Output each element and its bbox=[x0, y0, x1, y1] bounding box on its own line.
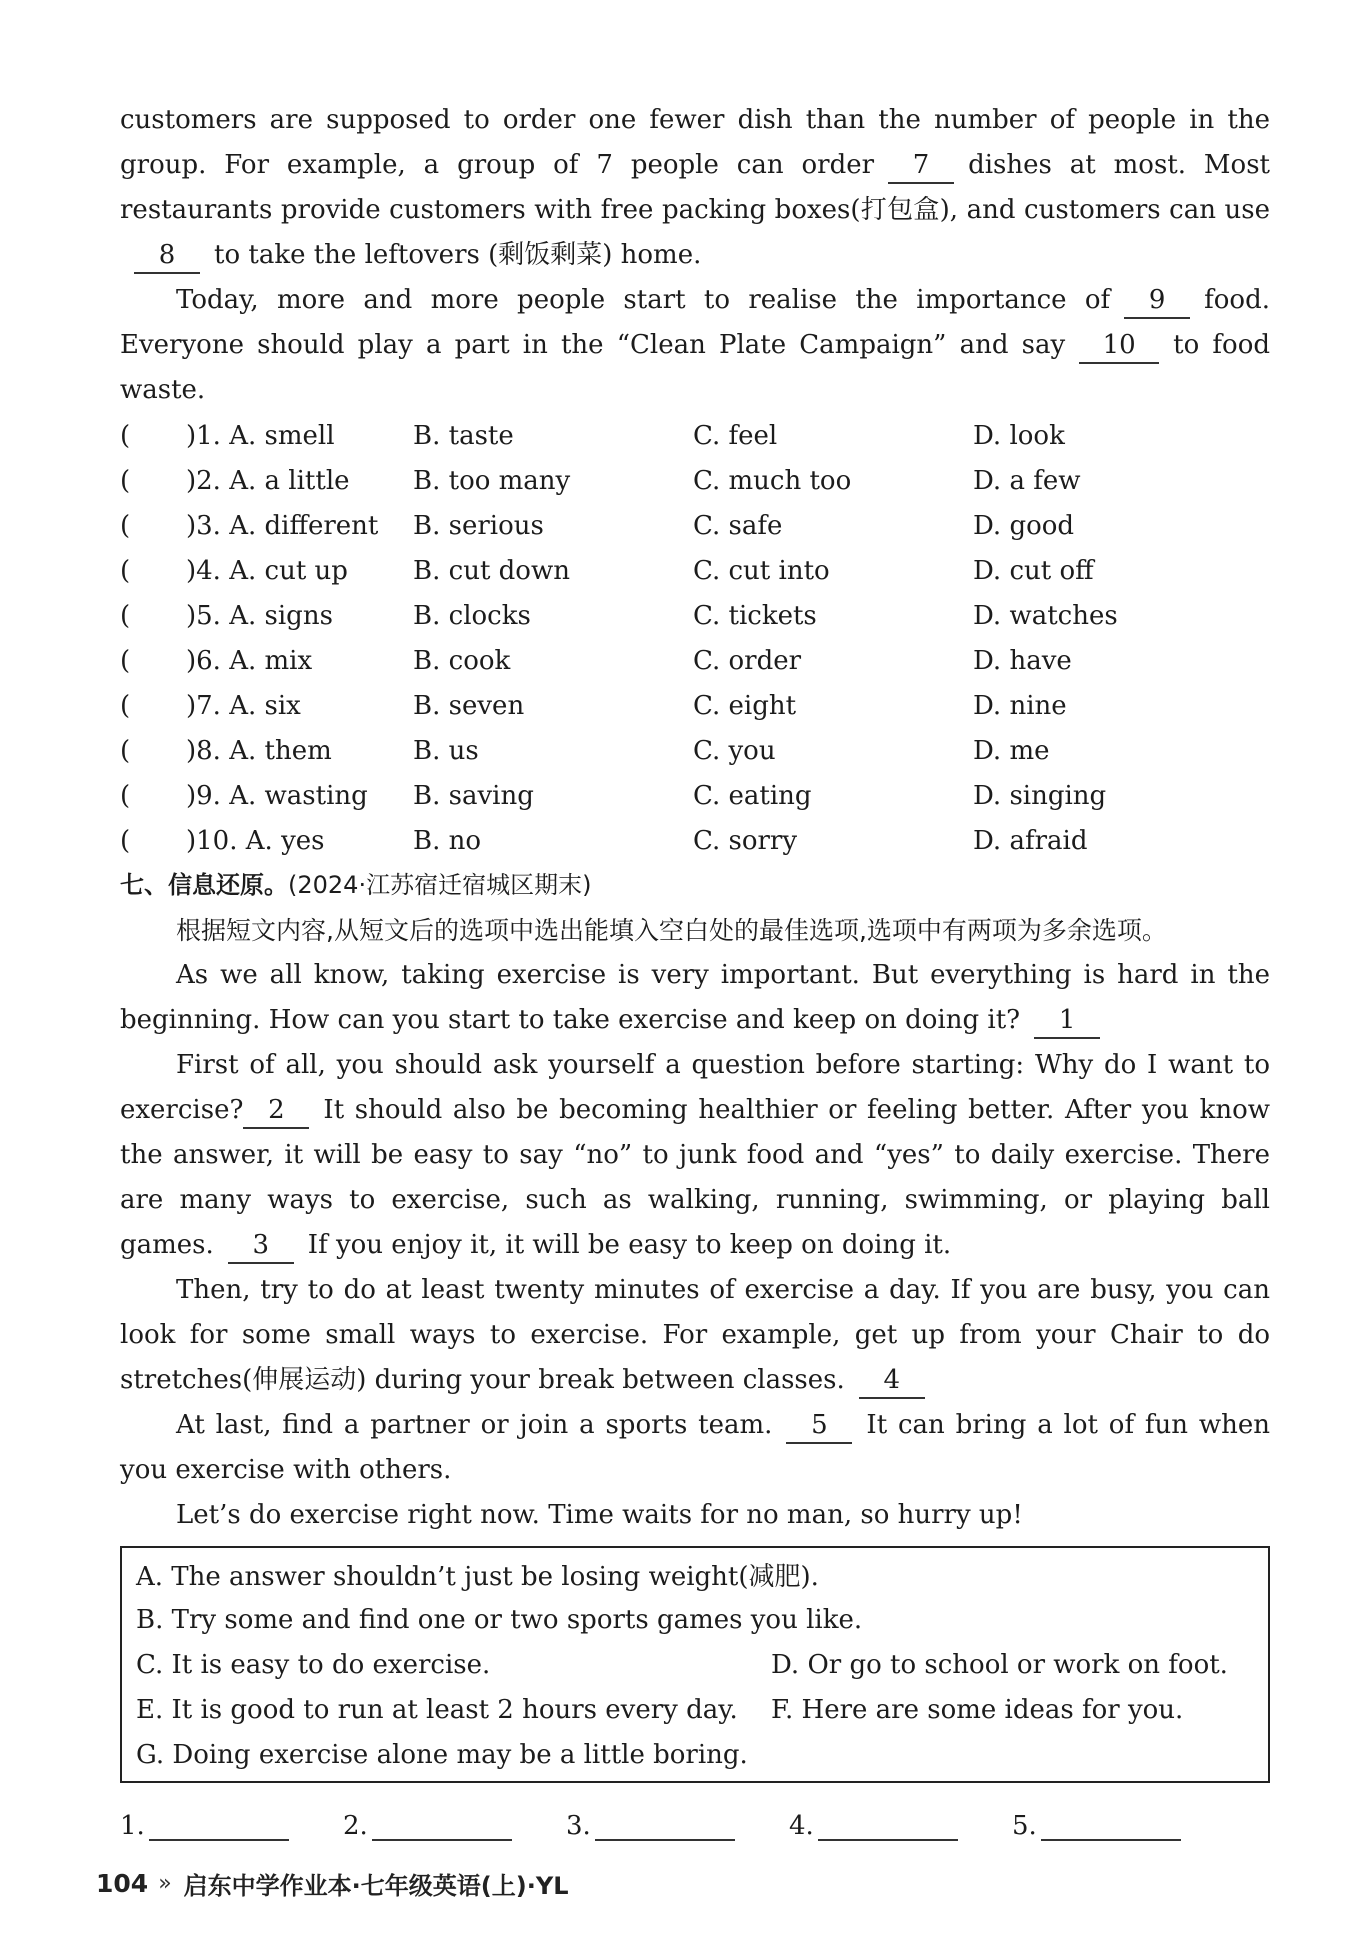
section-title: 七、信息还原。 bbox=[120, 871, 288, 899]
option-b: B. taste bbox=[413, 420, 514, 451]
option-a: )2. A. a little bbox=[186, 465, 350, 496]
exercise-paragraph-5: Let’s do exercise right now. Time waits for no man, so hurry up! bbox=[176, 1500, 1023, 1530]
option-b-text: B. Try some and find one or two sports games you like. bbox=[136, 1604, 863, 1635]
answer-slot bbox=[1012, 1811, 1235, 1841]
exercise-paragraph-3 bbox=[120, 1268, 1270, 1403]
option-a: )6. A. mix bbox=[186, 645, 313, 676]
answer-paren: ( bbox=[120, 690, 131, 721]
option-c: C. much too bbox=[693, 465, 852, 496]
section-heading bbox=[120, 863, 1270, 908]
exercise-paragraph-1 bbox=[120, 953, 1270, 1043]
answer-line[interactable] bbox=[595, 1813, 735, 1841]
option-d: D. afraid bbox=[973, 825, 1088, 856]
question-row bbox=[120, 548, 1270, 593]
option-d: D. look bbox=[973, 420, 1065, 451]
answer-slot bbox=[120, 1811, 343, 1841]
option-c: C. eating bbox=[693, 780, 812, 811]
option-row bbox=[136, 1732, 1254, 1777]
question-row bbox=[120, 683, 1270, 728]
option-b: B. too many bbox=[413, 465, 571, 496]
question-list bbox=[120, 413, 1270, 863]
option-b: B. seven bbox=[413, 690, 525, 721]
option-a: )10. A. yes bbox=[186, 825, 325, 856]
passage-text: First of all, you should ask yourself a question before starting: Why do I want to exercise? bbox=[120, 1050, 1270, 1125]
section-source: (2024·江苏宿迁宿城区期末) bbox=[288, 871, 592, 899]
answer-slot bbox=[566, 1811, 789, 1841]
passage-text: food. Everyone should play a part in the “Clean Plate Campaign” and say bbox=[120, 285, 1270, 360]
section-instruction: 根据短文内容,从短文后的选项中选出能填入空白处的最佳选项,选项中有两项为多余选项。 bbox=[176, 916, 1167, 945]
option-a-text: A. The answer shouldn’t just be losing weight(减肥). bbox=[136, 1562, 819, 1592]
passage-text: It can bring a lot of fun when you exercise with others. bbox=[120, 1410, 1270, 1485]
question-row bbox=[120, 638, 1270, 683]
passage-text: Then, try to do at least twenty minutes of exercise a day. If you are busy, you can look for some small ways to exercise. For example, get up from your Chair to do stretches(伸展运动) during your break between classes. bbox=[120, 1275, 1270, 1395]
double-chevron-icon: » bbox=[158, 1871, 172, 1896]
option-b: B. cook bbox=[413, 645, 511, 676]
answer-paren: ( bbox=[120, 555, 131, 586]
options-box bbox=[120, 1546, 1270, 1783]
answer-paren: ( bbox=[120, 510, 131, 541]
blank-10: 10 bbox=[1079, 328, 1159, 364]
passage-text: Today, more and more people start to realise the importance of bbox=[176, 285, 1111, 315]
option-a: )7. A. six bbox=[186, 690, 301, 721]
option-b: B. saving bbox=[413, 780, 534, 811]
answer-line[interactable] bbox=[149, 1813, 289, 1841]
option-d: D. watches bbox=[973, 600, 1118, 631]
question-row bbox=[120, 593, 1270, 638]
exercise-paragraph-4 bbox=[120, 1403, 1270, 1493]
passage-text: customers are supposed to order one fewer dish than the number of people in the group. For example, a group of 7 people can order bbox=[120, 105, 1270, 180]
answer-number: 4. bbox=[789, 1811, 814, 1841]
blank-5: 5 bbox=[786, 1408, 852, 1444]
question-row bbox=[120, 503, 1270, 548]
answer-paren: ( bbox=[120, 600, 131, 631]
passage-text: to take the leftovers (剩饭剩菜) home. bbox=[214, 240, 702, 270]
question-row bbox=[120, 413, 1270, 458]
option-a: )3. A. different bbox=[186, 510, 379, 541]
option-b: B. clocks bbox=[413, 600, 531, 631]
option-b: B. serious bbox=[413, 510, 544, 541]
option-d: D. a few bbox=[973, 465, 1081, 496]
passage-paragraph-2 bbox=[120, 278, 1270, 413]
page-number: 104 bbox=[96, 1869, 149, 1898]
option-b: B. cut down bbox=[413, 555, 570, 586]
option-row bbox=[136, 1687, 1254, 1732]
passage-text: It should also be becoming healthier or feeling better. After you know the answer, it will be easy to say “no” to junk food and “yes” to daily exercise. There are many ways to exercise, such as walking, running, swimming, or playing ball games. bbox=[120, 1095, 1270, 1260]
option-a: )4. A. cut up bbox=[186, 555, 348, 586]
option-d-text: D. Or go to school or work on foot. bbox=[771, 1649, 1228, 1680]
option-d: D. me bbox=[973, 735, 1050, 766]
answer-paren: ( bbox=[120, 645, 131, 676]
option-d: D. have bbox=[973, 645, 1072, 676]
option-row bbox=[136, 1597, 1254, 1642]
answer-paren: ( bbox=[120, 780, 131, 811]
answer-line[interactable] bbox=[372, 1813, 512, 1841]
question-row bbox=[120, 728, 1270, 773]
option-row bbox=[136, 1552, 1254, 1597]
blank-8: 8 bbox=[134, 238, 200, 274]
option-c-text: C. It is easy to do exercise. bbox=[136, 1649, 491, 1680]
option-f-text: F. Here are some ideas for you. bbox=[771, 1694, 1184, 1725]
option-a: )8. A. them bbox=[186, 735, 332, 766]
passage-text: to food waste. bbox=[120, 330, 1270, 405]
option-b: B. no bbox=[413, 825, 482, 856]
option-c: C. tickets bbox=[693, 600, 817, 631]
page-footer bbox=[96, 1866, 569, 1901]
answer-number: 1. bbox=[120, 1811, 145, 1841]
answer-number: 2. bbox=[343, 1811, 368, 1841]
option-b: B. us bbox=[413, 735, 479, 766]
passage-text: If you enjoy it, it will be easy to keep on doing it. bbox=[307, 1230, 952, 1260]
question-row bbox=[120, 458, 1270, 503]
blank-1: 1 bbox=[1034, 1003, 1100, 1039]
answer-row bbox=[120, 1791, 1270, 1841]
option-c: C. you bbox=[693, 735, 776, 766]
option-a: )5. A. signs bbox=[186, 600, 333, 631]
option-d: D. good bbox=[973, 510, 1075, 541]
passage-text: dishes at most. Most restaurants provide customers with free packing boxes(打包盒), and customers can use bbox=[120, 150, 1271, 225]
exercise-paragraph-2 bbox=[120, 1043, 1270, 1268]
answer-slot bbox=[343, 1811, 566, 1841]
option-row bbox=[136, 1642, 1254, 1687]
option-c: C. feel bbox=[693, 420, 778, 451]
blank-7: 7 bbox=[888, 148, 954, 184]
option-c: C. cut into bbox=[693, 555, 830, 586]
option-c: C. sorry bbox=[693, 825, 798, 856]
option-a: )9. A. wasting bbox=[186, 780, 368, 811]
passage-paragraph-1 bbox=[120, 98, 1270, 278]
option-d: D. singing bbox=[973, 780, 1107, 811]
option-e-text: E. It is good to run at least 2 hours every day. bbox=[136, 1694, 738, 1725]
answer-paren: ( bbox=[120, 735, 131, 766]
blank-2: 2 bbox=[243, 1093, 309, 1129]
blank-9: 9 bbox=[1124, 283, 1190, 319]
answer-line[interactable] bbox=[818, 1813, 958, 1841]
option-c: C. eight bbox=[693, 690, 797, 721]
answer-number: 3. bbox=[566, 1811, 591, 1841]
option-g-text: G. Doing exercise alone may be a little boring. bbox=[136, 1739, 748, 1770]
option-c: C. safe bbox=[693, 510, 783, 541]
option-c: C. order bbox=[693, 645, 802, 676]
answer-number: 5. bbox=[1012, 1811, 1037, 1841]
option-a: )1. A. smell bbox=[186, 420, 335, 451]
answer-paren: ( bbox=[120, 825, 131, 856]
answer-paren: ( bbox=[120, 420, 131, 451]
answer-paren: ( bbox=[120, 465, 131, 496]
blank-4: 4 bbox=[859, 1363, 925, 1399]
answer-slot bbox=[789, 1811, 1012, 1841]
option-d: D. nine bbox=[973, 690, 1067, 721]
question-row bbox=[120, 773, 1270, 818]
page-content bbox=[120, 98, 1270, 1841]
answer-line[interactable] bbox=[1041, 1813, 1181, 1841]
passage-text: At last, find a partner or join a sports team. bbox=[176, 1410, 773, 1440]
question-row bbox=[120, 818, 1270, 863]
option-d: D. cut off bbox=[973, 555, 1094, 586]
book-title: 启东中学作业本·七年级英语(上)·YL bbox=[183, 1872, 569, 1900]
blank-3: 3 bbox=[228, 1228, 294, 1264]
passage-text: As we all know, taking exercise is very important. But everything is hard in the beginning. How can you start to take exercise and keep on doing it? bbox=[120, 960, 1270, 1035]
